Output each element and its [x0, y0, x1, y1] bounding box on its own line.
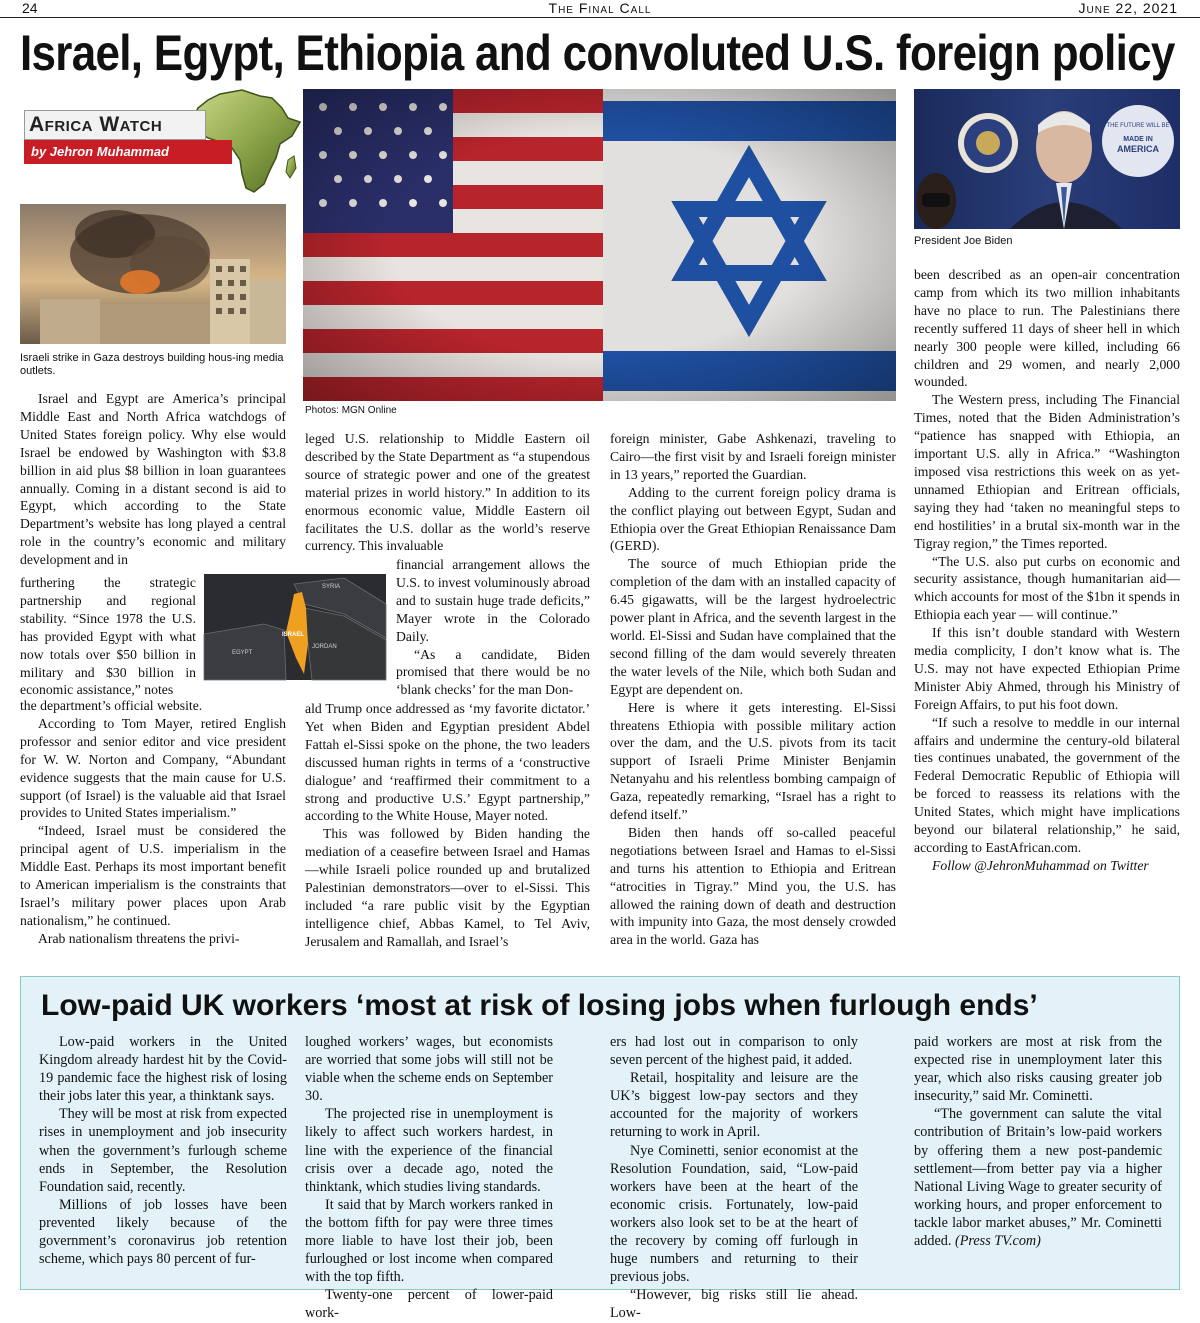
- paragraph: leged U.S. relationship to Middle Eastern oil described by the State Department as “a stupendous source of strategic power and one of the greatest material prizes in world history.” In addition to its enormous economic value, Middle Eastern oil facilitates the U.S. dollar as the world’s reserve currency. This invaluable: [305, 431, 590, 554]
- article-column-1-wrap: [20, 574, 196, 699]
- middle-east-map: [204, 574, 386, 680]
- paragraph: According to Tom Mayer, retired English professor and senior editor and vice president for W. W. Norton and Company, “Abundant evidence suggests that the main cause for U.S. support (of Israel) is the valuable aid that Israel provides to United States imperialism.”: [20, 715, 286, 821]
- paragraph: The source of much Ethiopian pride the completion of the dam with an installed capacity of 6.45 gigawatts, will be the largest hydroelectric power plant in Africa, and the seventh largest in the world. El-Sissi and Sudan have complained that the second filling of the dam would severely threaten the water levels of the Nile, which both Sudan and Egypt are dependent on.: [610, 556, 896, 697]
- paragraph: The projected rise in unemployment is likely to affect such workers hardest, in line with the experience of the financial crisis over a decade ago, noted the thinktank, which studies living standards.: [305, 1106, 553, 1195]
- paragraph: Biden then hands off so-called peaceful negotiations between Israel and Hamas to el-Sissi and turns his attention to Ethiopia and Eritrean “atrocities in Tigray.” Mind you, the U.S. has allowed the raining down of death and destruction with impunity into Gaza, the most densely crowded area in the world. Gaza has: [610, 824, 896, 948]
- paragraph: “However, big risks still lie ahead. Low-: [610, 1287, 858, 1322]
- paragraph: been described as an open-air concentration camp from which its two million inhabitants have no place to run. The Palestinians there recently suffered 11 days of sheer hell in which nearly 300 people were killed, including 66 children and 29 women, and nearly 2,000 wounded.: [914, 267, 1180, 390]
- source-credit: (Press TV.com): [954, 1233, 1041, 1250]
- paragraph: Here is where it gets interesting. El-Sissi threatens Ethiopia with possible military action over the dam, and the U.S. pivots from its tacit support of Israeli Prime Minister Benjamin Netanyahu and his relentless bombing campaign of Gaza, repeatedly remarking, “Israel has a right to defend itself.”: [610, 699, 896, 823]
- sidebar-article-box: [20, 976, 1180, 1322]
- biden-photo-caption: President Joe Biden: [914, 235, 1013, 247]
- box-column-4: [914, 1033, 1162, 1250]
- byline: by Jehron Muhammad: [24, 140, 232, 164]
- article-column-4: [914, 266, 1180, 875]
- paragraph: Israel and Egypt are America’s principal Middle East and North Africa watchdogs of United States foreign policy. Why else would Israel be endowed by Washington with $3.8 billion in aid plus $8 billion in loan guarantees annually. Coming in a distant second is aid to Egypt, which according to the State Department’s website has long played a central role in the country’s economic and military development and in: [20, 391, 286, 568]
- paragraph: foreign minister, Gabe Ashkenazi, traveling to Cairo—the first visit by and Israeli foreign minister in 13 years,” reported the Guardian.: [610, 431, 896, 482]
- paragraph: “As a candidate, Biden promised that there would be no ‘blank checks’ for the man Don-: [396, 646, 590, 698]
- paragraph: Arab nationalism threatens the privi-: [38, 930, 240, 946]
- paragraph-text: “The government can salute the vital contribution of Britain’s low-paid workers by offering them a new post-pandemic settlement—from better pay via a higher National Living Wage to greater security of working hours, and proper enforcement to tackle labor market abuses,” Mr. Cominetti added.: [914, 1106, 1162, 1250]
- box-headline: Low-paid UK workers ‘most at risk of losing jobs when furlough ends’: [41, 989, 1038, 1022]
- article-column-1: [20, 390, 286, 569]
- map-label-jordan: JORDAN: [312, 644, 337, 650]
- africa-watch-logo: [20, 88, 286, 198]
- paragraph: paid workers are most at risk from the expected rise in unemployment later this year, which also risks causing greater job insecurity,” said Mr. Cominetti.: [914, 1034, 1162, 1105]
- paragraph: financial arrangement allows the U.S. to invest voluminously abroad and to sustain huge trade deficits,” Mayer wrote in the Colorado Daily.: [396, 557, 590, 644]
- box-column-3: [610, 1033, 858, 1323]
- box-column-2: [305, 1033, 553, 1323]
- main-headline: Israel, Egypt, Ethiopia and convoluted U.S. foreign policy: [20, 25, 1175, 81]
- paragraph: Millions of job losses have been prevented likely because of the government’s coronavirus job retention scheme, which pays 80 percent of fur-: [39, 1196, 287, 1268]
- gaza-strike-photo: [20, 204, 286, 344]
- paragraph: loughed workers’ wages, but economists are worried that some jobs will still not be viable when the scheme ends on September 30.: [305, 1034, 553, 1105]
- paragraph: It said that by March workers ranked in the bottom fifth for pay were three times more liable to have lost their job, been furloughed or lost income when compared with the top fifth.: [305, 1196, 553, 1286]
- paragraph: “If such a resolve to meddle in our internal affairs and undermine the century-old bilateral ties continues unabated, the government of the Federal Democratic Republic of Ethiopia will be forced to reassess its relations with the United States, which might have implications beyond our bilateral relationship,” he said, according to EastAfrican.com.: [914, 714, 1180, 855]
- box-column-1: [39, 1033, 287, 1268]
- article-column-2-wrap: [396, 556, 590, 699]
- paragraph: ers had lost out in comparison to only seven percent of the highest paid, it added.: [610, 1034, 858, 1069]
- map-label-egypt: EGYPT: [232, 650, 253, 656]
- paragraph: [914, 1105, 1162, 1250]
- author-twitter-note: Follow @JehronMuhammad on Twitter: [932, 857, 1149, 873]
- article-column-2-cont: [305, 700, 590, 951]
- paragraph: Low-paid workers in the United Kingdom already hardest hit by the Covid-19 pandemic face the highest risk of losing their jobs later this year, a thinktank says.: [39, 1034, 287, 1105]
- gaza-photo-caption: Israeli strike in Gaza destroys building hous-ing media outlets.: [20, 352, 284, 377]
- article-column-2: [305, 430, 590, 555]
- publication-name: The Final Call: [548, 0, 652, 16]
- paragraph: “Indeed, Israel must be considered the principal agent of U.S. imperialism in the Middle East. Perhaps its most important benefit to American imperialism is the constraints that Israel’s military power places upon Arab nationalism,” he continued.: [20, 823, 286, 928]
- paragraph: “The U.S. also put curbs on economic and security assistance, though humanitarian aid—which accounts for most of the $1bn it spends in Ethiopia each year — will continue.”: [914, 553, 1180, 623]
- article-column-3: [610, 430, 896, 949]
- article-column-1-cont: [20, 697, 286, 948]
- paragraph: Retail, hospitality and leisure are the UK’s biggest low-pay sectors and they accounted for the majority of workers returning to work in April.: [610, 1070, 858, 1141]
- paragraph: The Western press, including The Financial Times, noted that the Biden Administration’s “patience has snapped with Ethiopia, an important U.S. ally in Africa.” “Washington imposed visa restrictions this week on as yet-unnamed Ethiopian and Eritrean officials, saying they had ‘taken no meaningful steps to end hostilities’ in a brutal six-month war in the Tigray region,” the Times reported.: [914, 392, 1180, 551]
- seal-line3: AMERICA: [1117, 144, 1159, 154]
- paragraph: Nye Cominetti, senior economist at the Resolution Foundation, said, “Low-paid workers have been at the heart of the economic crisis. Fortunately, low-paid workers also look set to be at the heart of the recovery by coming off furlough in huge numbers and returning to their previous jobs.: [610, 1142, 858, 1286]
- seal-line2: MADE IN: [1123, 136, 1153, 143]
- paragraph: furthering the strategic partnership and regional stability. “Since 1978 the U.S. has provided Egypt with what now totals over $50 billion in military and $30 billion in economic assistance,” notes: [20, 575, 196, 698]
- seal-line1: THE FUTURE WILL BE: [1106, 123, 1170, 129]
- africa-watch-title: Africa Watch: [24, 110, 206, 140]
- flags-photo-credit: Photos: MGN Online: [305, 405, 397, 416]
- paragraph: Adding to the current foreign policy drama is the conflict playing out between Egypt, Sudan and Ethiopia over the Great Ethiopian Renaissance Dam (GERD).: [610, 484, 896, 554]
- folio-bar: [0, 0, 1200, 18]
- flags-photo: [303, 89, 896, 401]
- map-label-israel: ISRAEL: [282, 632, 305, 638]
- paragraph: This was followed by Biden handing the mediation of a ceasefire between Israel and Hamas—while Israeli police rounded up and brutalized Palestinian demonstrators—over to el-Sissi. This included “a rare public visit by the Egyptian intelligence chief, Abbas Kamel, to Tel Aviv, Jerusalem and Ramallah, and Israel’s: [305, 826, 590, 949]
- paragraph: They will be most at risk from expected rises in unemployment and job insecurity when the government’s furlough scheme ends in September, the Resolution Foundation said, recently.: [39, 1106, 287, 1195]
- paragraph: Twenty-one percent of lower-paid work-: [305, 1287, 553, 1322]
- issue-date: June 22, 2021: [1078, 0, 1178, 16]
- paragraph: If this isn’t double standard with Western media complicity, I don’t know what is. The U.S. may not have expected Ethiopian Prime Minister Abiy Ahmed, through his Ministry of Foreign Affairs, to put his foot down.: [914, 625, 1180, 712]
- paragraph: the department’s official website.: [20, 698, 203, 713]
- paragraph: ald Trump once addressed as ‘my favorite dictator.’ Yet when Biden and Egyptian president Abdel Fattah el-Sissi spoke on the phone, the two leaders discussed human rights in terms of a ‘constructive dialogue’ and ‘reaffirmed their commitment to a strong and productive U.S.’ Egypt partnership,” according to the White House, Mayer noted.: [305, 701, 590, 824]
- map-label-syria: SYRIA: [322, 584, 341, 590]
- biden-photo: [914, 89, 1180, 229]
- page-number: 24: [22, 0, 38, 16]
